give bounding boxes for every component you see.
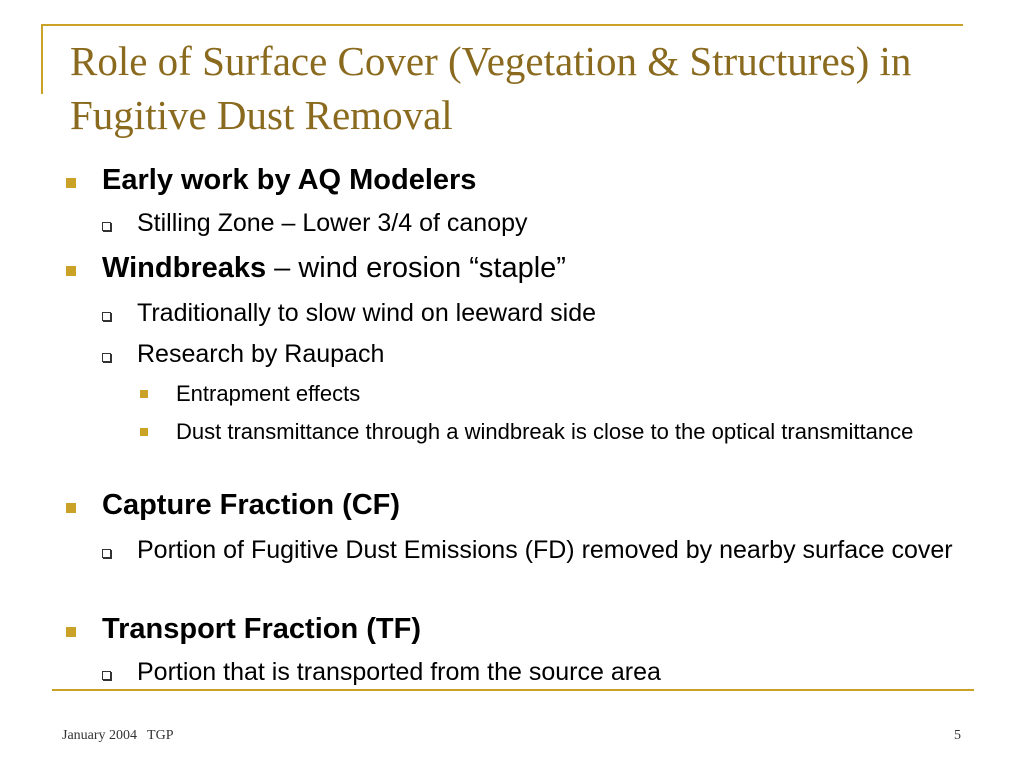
bullet-hollow-square-icon bbox=[102, 549, 111, 558]
footer-date: January 2004 bbox=[62, 728, 138, 743]
bullet-item bbox=[102, 163, 476, 197]
bullet-item bbox=[102, 612, 421, 646]
bullet-square-icon bbox=[66, 503, 76, 513]
footer-org: TGP bbox=[147, 728, 174, 743]
bullet-hollow-square-icon bbox=[102, 312, 111, 321]
bullet-text: – wind erosion “staple” bbox=[266, 252, 566, 284]
bullet-square-icon bbox=[66, 266, 76, 276]
sub-bullet-item: Portion of Fugitive Dust Emissions (FD) removed by nearby surface cover bbox=[137, 536, 953, 564]
bullet-heading: Windbreaks bbox=[102, 252, 267, 284]
bullet-heading: Transport Fraction (TF) bbox=[102, 613, 421, 645]
sub-sub-bullet-item: Entrapment effects bbox=[176, 381, 361, 406]
bullet-small-square-icon bbox=[140, 390, 148, 398]
bullet-heading: Early work by AQ Modelers bbox=[102, 164, 477, 196]
sub-bullet-item: Research by Raupach bbox=[137, 340, 385, 368]
sub-sub-bullet-item: Dust transmittance through a windbreak is close to the optical transmittance bbox=[176, 419, 914, 444]
sub-bullet-item: Traditionally to slow wind on leeward side bbox=[137, 299, 597, 327]
footer-info bbox=[62, 728, 174, 744]
bullet-heading: Capture Fraction (CF) bbox=[102, 489, 401, 521]
bullet-item bbox=[102, 251, 566, 285]
slide-title: Role of Surface Cover (Vegetation & Structures) in Fugitive Dust Removal bbox=[70, 38, 912, 138]
bottom-rule bbox=[52, 689, 974, 691]
page-number: 5 bbox=[954, 728, 961, 743]
bullet-hollow-square-icon bbox=[102, 671, 111, 680]
bullet-hollow-square-icon bbox=[102, 353, 111, 362]
bullet-hollow-square-icon bbox=[102, 222, 111, 231]
bullet-item bbox=[102, 488, 400, 522]
sub-bullet-item: Portion that is transported from the source area bbox=[137, 658, 661, 686]
bullet-square-icon bbox=[66, 178, 76, 188]
bullet-square-icon bbox=[66, 627, 76, 637]
bullet-small-square-icon bbox=[140, 428, 148, 436]
sub-bullet-item: Stilling Zone – Lower 3/4 of canopy bbox=[137, 209, 528, 237]
